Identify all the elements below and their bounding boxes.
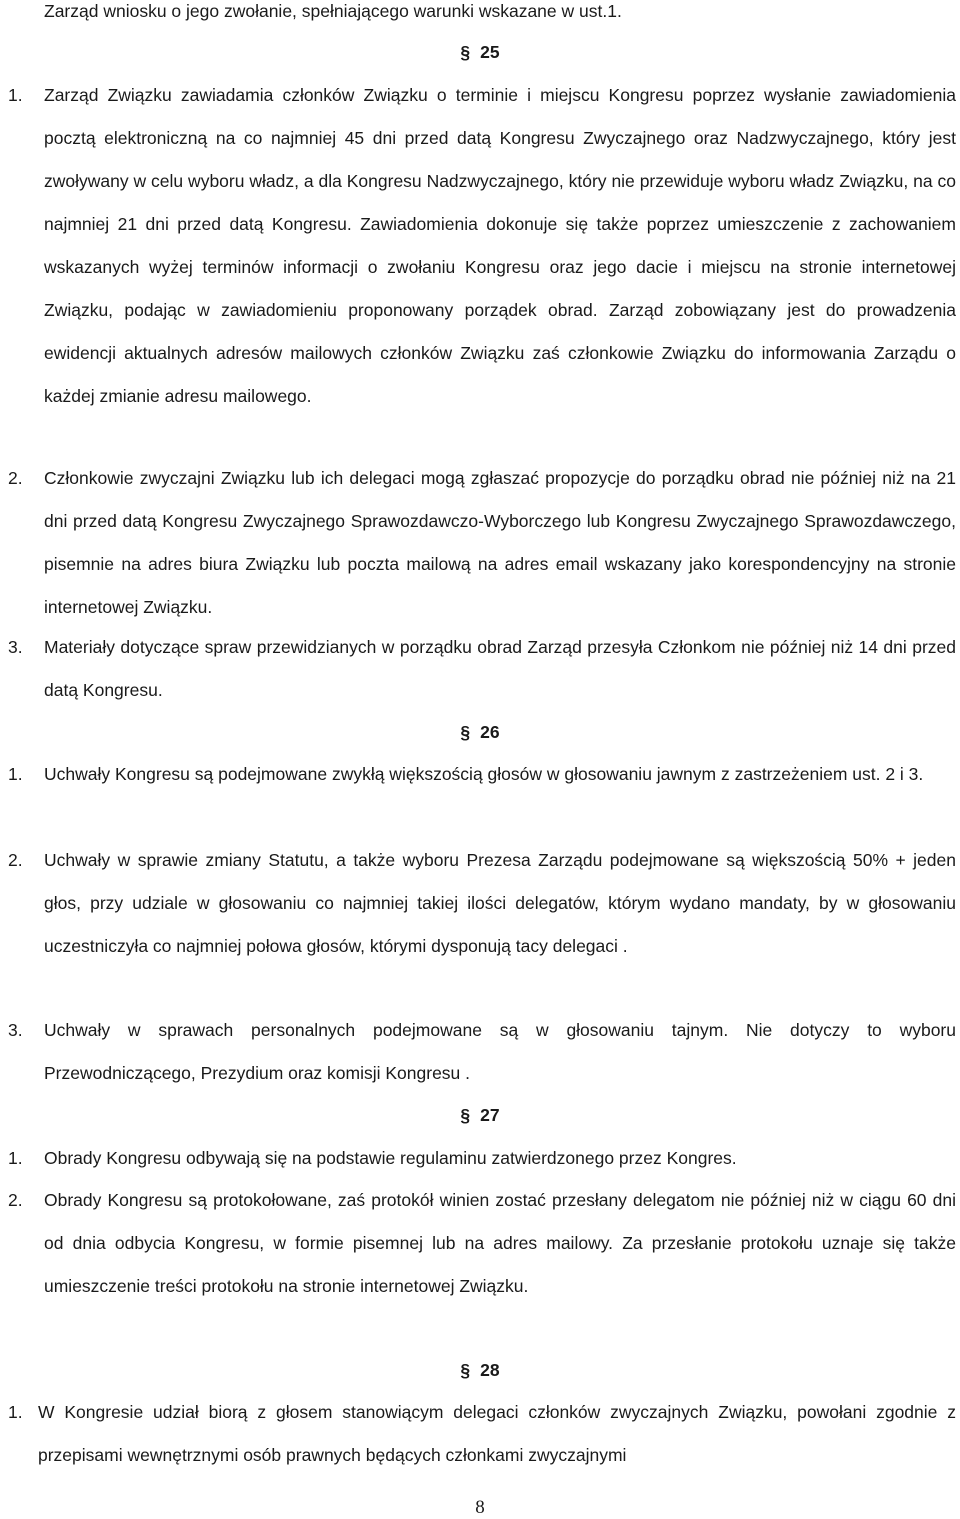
section-sign: § bbox=[460, 1105, 471, 1125]
paragraph-text: W Kongresie udział biorą z głosem stanowiącym delegaci członków zwyczajnych Związku, powołani zgodnie z przepisami wewnętrznymi osób prawnych będących członkami zwyczajnymi bbox=[38, 1402, 956, 1465]
intro-text: Zarząd wniosku o jego zwołanie, spełniającego warunki wskazane w ust.1. bbox=[44, 1, 622, 21]
paragraph-text: Obrady Kongresu odbywają się na podstawie regulaminu zatwierdzonego przez Kongres. bbox=[44, 1148, 737, 1168]
paragraph-number: 3. bbox=[8, 637, 23, 657]
paragraph-number: 2. bbox=[8, 468, 23, 488]
paragraph-number: 1. bbox=[8, 1148, 23, 1168]
paragraph-number: 1. bbox=[8, 85, 23, 105]
section-heading-26 bbox=[0, 720, 960, 744]
paragraph-number: 2. bbox=[8, 1190, 23, 1210]
paragraph-text: Uchwały Kongresu są podejmowane zwykłą większością głosów w głosowaniu jawnym z zastrzeżeniem ust. 2 i 3. bbox=[44, 764, 924, 784]
section-sign: § bbox=[460, 722, 471, 742]
section-number: 26 bbox=[480, 722, 500, 742]
section-sign: § bbox=[460, 1360, 471, 1380]
page-number: 8 bbox=[475, 1497, 485, 1518]
section-sign: § bbox=[460, 42, 471, 62]
paragraph-text: Zarząd Związku zawiadamia członków Związku o terminie i miejscu Kongresu poprzez wysłanie zawiadomienia pocztą elektroniczną na co najmniej 45 dni przed datą Kongresu Zwyczajnego oraz Nadzwyczajnego, który jest zwoływany w celu wyboru władz, a dla Kongresu Nadzwyczajnego, który nie przewiduje wyboru władz Związku, na co najmniej 21 dni przed datą Kongresu. Zawiadomienia dokonuje się także poprzez umieszczenie z zachowaniem wskazanych wyżej terminów informacji o zwołaniu Kongresu oraz jego dacie i miejscu na stronie internetowej Związku, podając w zawiadomieniu proponowany porządek obrad. Zarząd zobowiązany jest do prowadzenia ewidencji aktualnych adresów mailowych członków Związku zaś członkowie Związku do informowania Zarządu o każdej zmianie adresu mailowego. bbox=[44, 85, 956, 406]
paragraph-number: 1. bbox=[8, 764, 23, 784]
paragraph-number: 2. bbox=[8, 850, 23, 870]
paragraph-text: Obrady Kongresu są protokołowane, zaś protokół winien zostać przesłany delegatom nie później niż w ciągu 60 dni od dnia odbycia Kongresu, w formie pisemnej lub na adres mailowy. Za przesłanie protokołu uznaje się także umieszczenie treści protokołu na stronie internetowej Związku. bbox=[44, 1190, 956, 1296]
paragraph-number: 3. bbox=[8, 1020, 23, 1040]
paragraph-text: Uchwały w sprawie zmiany Statutu, a także wyboru Prezesa Zarządu podejmowane są większością 50% + jeden głos, przy udziale w głosowaniu co najmniej takiej ilości delegatów, którym wydano mandaty, by w głosowaniu uczestniczyła co najmniej połowa głosów, którymi dysponują tacy delegaci . bbox=[44, 850, 956, 956]
paragraph-text: Uchwały w sprawach personalnych podejmowane są w głosowaniu tajnym. Nie dotyczy to wyboru Przewodniczącego, Prezydium oraz komisji Kongresu . bbox=[44, 1020, 956, 1083]
paragraph-text: Materiały dotyczące spraw przewidzianych w porządku obrad Zarząd przesyła Członkom nie później niż 14 dni przed datą Kongresu. bbox=[44, 637, 956, 700]
section-number: 27 bbox=[480, 1105, 500, 1125]
section-number: 25 bbox=[480, 42, 500, 62]
section-heading-28 bbox=[0, 1358, 960, 1382]
paragraph-number: 1. bbox=[8, 1402, 23, 1422]
section-heading-25 bbox=[0, 40, 960, 64]
section-number: 28 bbox=[480, 1360, 500, 1380]
section-heading-27 bbox=[0, 1103, 960, 1127]
paragraph-text: Członkowie zwyczajni Związku lub ich delegaci mogą zgłaszać propozycje do porządku obrad nie później niż na 21 dni przed datą Kongresu Zwyczajnego Sprawozdawczo-Wyborczego lub Kongresu Zwyczajnego Sprawozdawczego, pisemnie na adres biura Związku lub poczta mailową na adres email wskazany jako korespondencyjny na stronie internetowej Związku. bbox=[44, 468, 956, 617]
